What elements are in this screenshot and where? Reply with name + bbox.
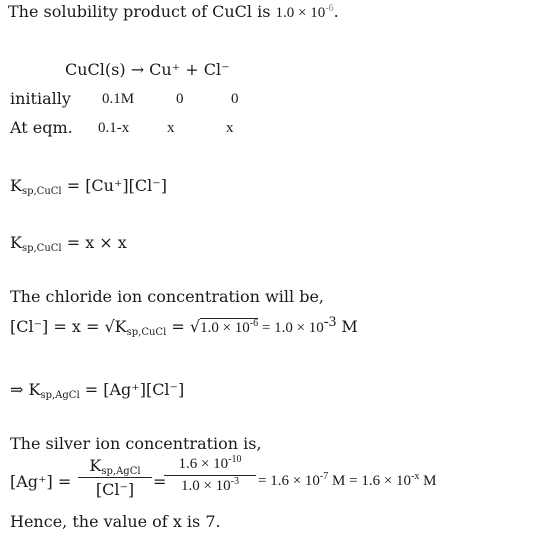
ksp1-rhs: = [Cu⁺][Cl⁻] [61,176,167,195]
initially-cl: 0 [231,91,239,107]
ksp-expression-1 [10,176,167,195]
fraction2-numerator [164,456,256,473]
chloride-lhs: [Cl⁻] = x = √K [10,317,127,336]
frac2-den-exp: -3 [230,476,240,487]
silver-result-unit: M = 1.6 × 10 [328,473,412,489]
chloride-unit: M [336,317,358,336]
frac1-k: K [89,456,102,475]
frac2-num-exp: -10 [228,454,242,465]
initially-label: initially [10,89,71,108]
eqm-label: At eqm. [10,118,73,137]
chloride-result: = 1.0 × 10 [258,320,324,336]
silver-result-exp: -7 [319,471,329,482]
silver-lhs: [Ag⁺] = [10,472,72,491]
ksp-mantissa: 1.0 × 10 [275,5,326,21]
fraction1-denominator: [Cl⁻] [95,480,135,499]
statement-text: The solubility product of CuCl is [8,2,276,21]
ksp1-sub: sp,CuCl [21,186,62,197]
reaction-equation: CuCl(s) → Cu⁺ + Cl⁻ [65,60,230,79]
sqrt-mantissa: 1.0 × 10 [200,320,250,336]
initially-cu: 0 [176,91,184,107]
ksp2-k: K [10,233,22,252]
ksp2-rhs: = x × x [61,233,127,252]
chloride-mid: = √ [166,317,201,336]
ksp1-k: K [10,176,22,195]
silver-result2-unit: M [419,473,437,489]
frac2-num-mantissa: 1.6 × 10 [178,456,229,472]
ksp-value [276,5,334,21]
eqm-cucl: 0.1-x [98,120,130,136]
statement-period: . [333,2,339,21]
fraction2-bar [164,475,256,476]
eqm-cl: x [226,120,234,136]
silver-result [258,473,436,490]
initially-cucl: 0.1M [102,91,135,107]
problem-statement [8,2,339,22]
chloride-equation [10,314,358,338]
fraction1-numerator [78,456,152,475]
eqm-cu: x [167,120,175,136]
fraction-ksp-over-cl [78,456,152,499]
fraction2-denominator [164,478,256,495]
sqrt-argument [200,318,258,337]
ksp2-sub: sp,CuCl [21,243,62,254]
ksp-expression-2 [10,233,127,252]
conclusion: Hence, the value of x is 7. [10,512,221,531]
ksp-agcl-expression [10,380,184,399]
sqrt-exponent: -6 [249,318,259,329]
silver-result2-exp: -x [411,471,420,482]
ksp3-prefix: ⇒ K [10,380,41,399]
silver-equals: = [153,472,167,491]
silver-result-mantissa: = 1.6 × 10 [258,473,320,489]
ksp3-rhs: = [Ag⁺][Cl⁻] [79,380,185,399]
ksp-exponent: -6 [325,3,334,14]
fraction1-bar [78,477,152,478]
chloride-sentence: The chloride ion concentration will be, [10,287,324,306]
silver-sentence: The silver ion concentration is, [10,434,262,453]
frac1-sub: sp,AgCl [101,466,141,477]
chloride-result-exp: -3 [323,314,337,330]
fraction-values [164,456,256,495]
frac2-den-mantissa: 1.0 × 10 [180,478,231,494]
chloride-sub: sp,CuCl [126,327,167,338]
ksp3-sub: sp,AgCl [40,390,80,401]
